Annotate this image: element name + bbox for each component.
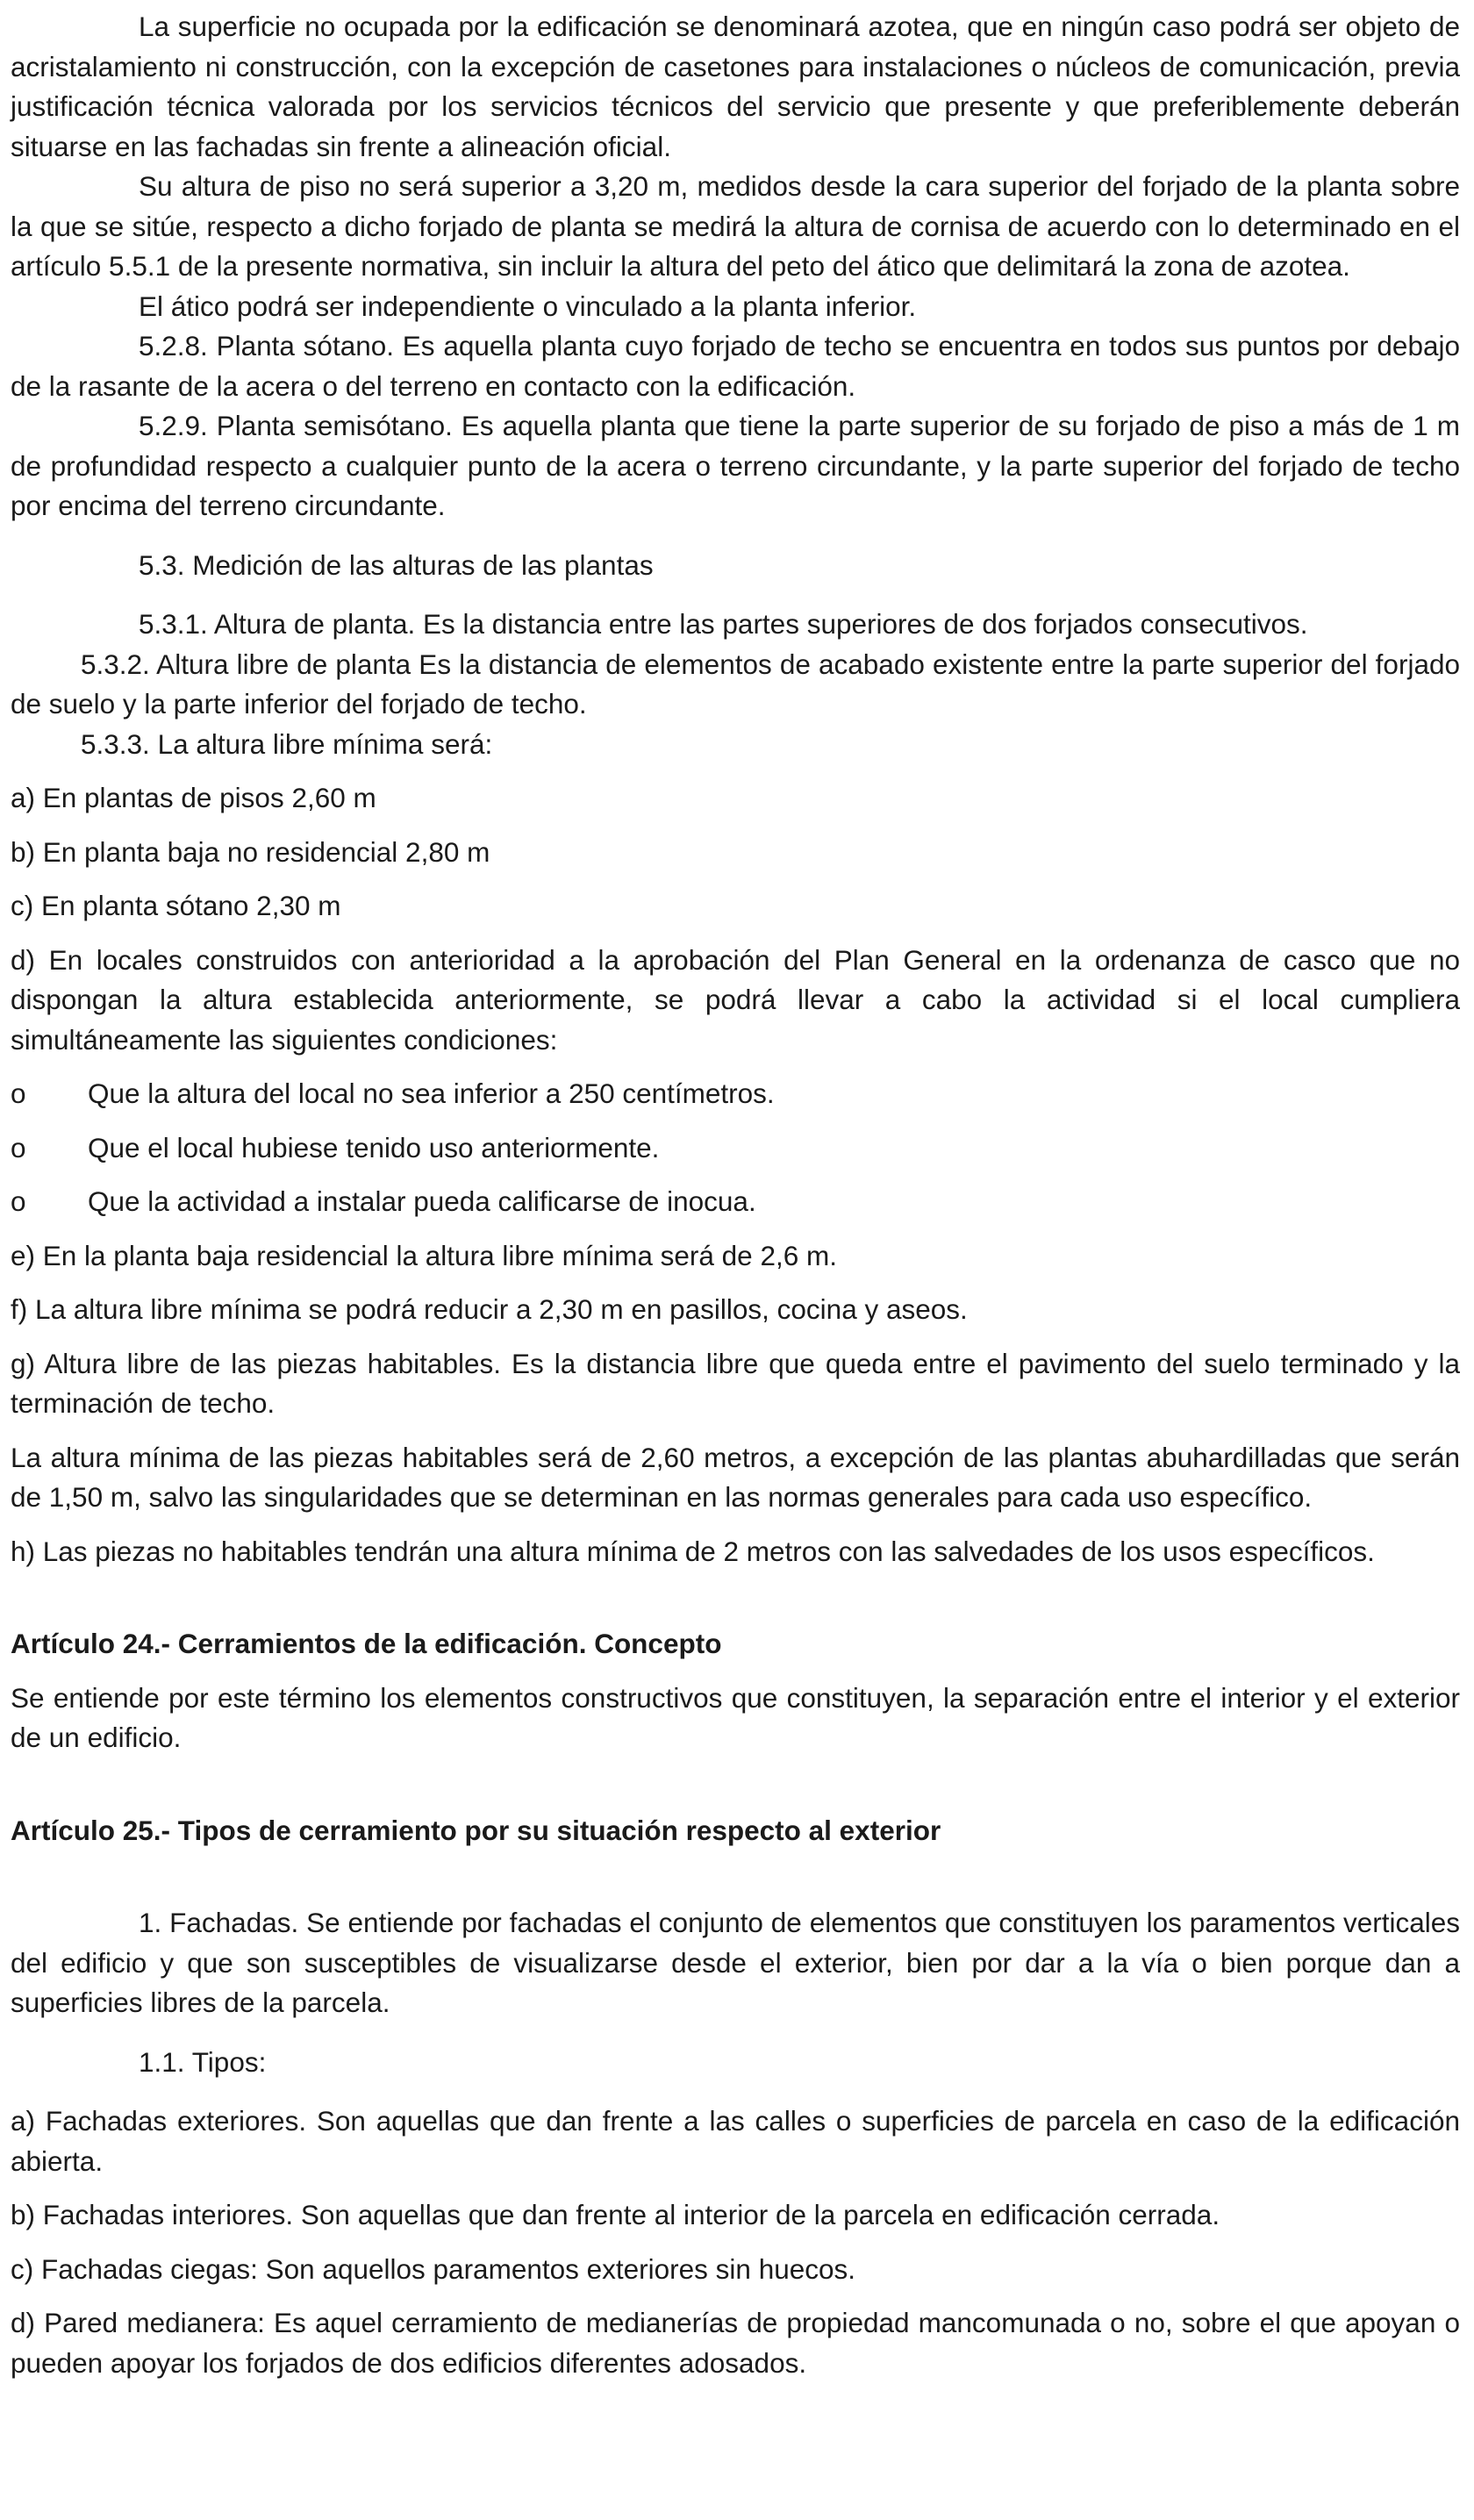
list-item-fachadas-ciegas: c) Fachadas ciegas: Son aquellos paramentos exteriores sin huecos. — [11, 2252, 856, 2285]
document-body — [11, 7, 1460, 2383]
bullet-text: Que la actividad a instalar pueda calificarse de inocua. — [88, 1185, 756, 1217]
list-item-f: f) La altura libre mínima se podrá reducir a 2,30 m en pasillos, cocina y aseos. — [11, 1293, 968, 1325]
bullet-circle-icon: o — [11, 1077, 26, 1109]
paragraph-atico: El ático podrá ser independiente o vinculado a la planta inferior. — [139, 290, 917, 322]
list-item-pared-medianera: d) Pared medianera: Es aquel cerramiento de medianerías de propiedad mancomunada o no, sobre el que apoyan o pueden apoyar los forjados de dos edificios diferentes adosados. — [11, 2307, 1460, 2379]
bullet-item-2 — [11, 1128, 1460, 1169]
list-item-e: e) En la planta baja residencial la altura libre mínima será de 2,6 m. — [11, 1239, 837, 1271]
list-item-b: b) En planta baja no residencial 2,80 m — [11, 835, 490, 868]
article-24-heading: Artículo 24.- Cerramientos de la edificación. Concepto — [11, 1628, 722, 1659]
bullet-circle-icon: o — [11, 1185, 26, 1217]
list-item-fachadas-interiores: b) Fachadas interiores. Son aquellas que dan frente al interior de la parcela en edificación cerrada. — [11, 2199, 1220, 2230]
paragraph-fachadas: 1. Fachadas. Se entiende por fachadas el conjunto de elementos que constituyen los paramentos verticales del edificio y que son susceptibles de visualizarse desde el exterior, bien por dar a la vía o bien porque dan a superficies libres de la parcela. — [11, 1907, 1460, 2018]
article-24-text: Se entiende por este término los elementos constructivos que constituyen, la separación entre el interior y el exterior de un edificio. — [11, 1681, 1460, 1753]
list-item-fachadas-exteriores: a) Fachadas exteriores. Son aquellas que dan frente a las calles o superficies de parcela en caso de la edificación abierta. — [11, 2105, 1460, 2177]
paragraph-5-3-3: 5.3.3. La altura libre mínima será: — [81, 727, 493, 760]
list-item-h: h) Las piezas no habitables tendrán una altura mínima de 2 metros con las salvedades de los usos específicos. — [11, 1535, 1375, 1567]
bullet-text: Que la altura del local no sea inferior a 250 centímetros. — [88, 1077, 775, 1109]
list-item-c: c) En planta sótano 2,30 m — [11, 890, 341, 921]
paragraph-5-3-2: 5.3.2. Altura libre de planta Es la distancia de elementos de acabado existente entre la parte superior del forjado de suelo y la parte inferior del forjado de techo. — [11, 648, 1460, 719]
article-25-heading: Artículo 25.- Tipos de cerramiento por su situación respecto al exterior — [11, 1814, 941, 1846]
paragraph-5-2-8: 5.2.8. Planta sótano. Es aquella planta cuyo forjado de techo se encuentra en todos sus puntos por debajo de la rasante de la acera o del terreno en contacto con la edificación. — [11, 330, 1460, 402]
paragraph-altura-minima: La altura mínima de las piezas habitables será de 2,60 metros, a excepción de las plantas abuhardilladas que serán de 1,50 m, salvo las singularidades que se determinan en las normas generales para cada uso específico. — [11, 1441, 1460, 1513]
paragraph-azotea: La superficie no ocupada por la edificación se denominará azotea, que en ningún caso podrá ser objeto de acristalamiento ni construcción, con la excepción de casetones para instalaciones o núcleos de comunicación, previa justificación técnica valorada por los servicios técnicos del servicio que presente y que preferiblemente deberán situarse en las fachadas sin frente a alineación oficial. — [11, 11, 1460, 162]
bullet-item-3 — [11, 1182, 1460, 1222]
list-item-g: g) Altura libre de las piezas habitables. Es la distancia libre que queda entre el pavimento del suelo terminado y la terminación de techo. — [11, 1347, 1460, 1419]
paragraph-altura-piso: Su altura de piso no será superior a 3,20 m, medidos desde la cara superior del forjado de la planta sobre la que se sitúe, respecto a dicho forjado de planta se medirá la altura de cornisa de acuerdo con lo determinado en el artículo 5.5.1 de la presente normativa, sin incluir la altura del peto del ático que delimitará la zona de azotea. — [11, 170, 1460, 282]
list-item-d: d) En locales construidos con anterioridad a la aprobación del Plan General en la ordenanza de casco que no dispongan la altura establecida anteriormente, se podrá llevar a cabo la actividad si el local cumpliera simultáneamente las siguientes condiciones: — [11, 943, 1460, 1056]
bullet-item-1 — [11, 1074, 1460, 1114]
paragraph-5-2-9: 5.2.9. Planta semisótano. Es aquella planta que tiene la parte superior de su forjado de piso a más de 1 m de profundidad respecto a cualquier punto de la acera o terreno circundante, y la parte superior del forjado de techo por encima del terreno circundante. — [11, 410, 1460, 521]
paragraph-tipos: 1.1. Tipos: — [139, 2045, 267, 2078]
bullet-circle-icon: o — [11, 1131, 26, 1163]
section-heading-5-3: 5.3. Medición de las alturas de las plantas — [139, 548, 654, 581]
bullet-text: Que el local hubiese tenido uso anteriormente. — [88, 1131, 660, 1163]
paragraph-5-3-1: 5.3.1. Altura de planta. Es la distancia entre las partes superiores de dos forjados consecutivos. — [139, 608, 1308, 640]
list-item-a: a) En plantas de pisos 2,60 m — [11, 782, 376, 813]
